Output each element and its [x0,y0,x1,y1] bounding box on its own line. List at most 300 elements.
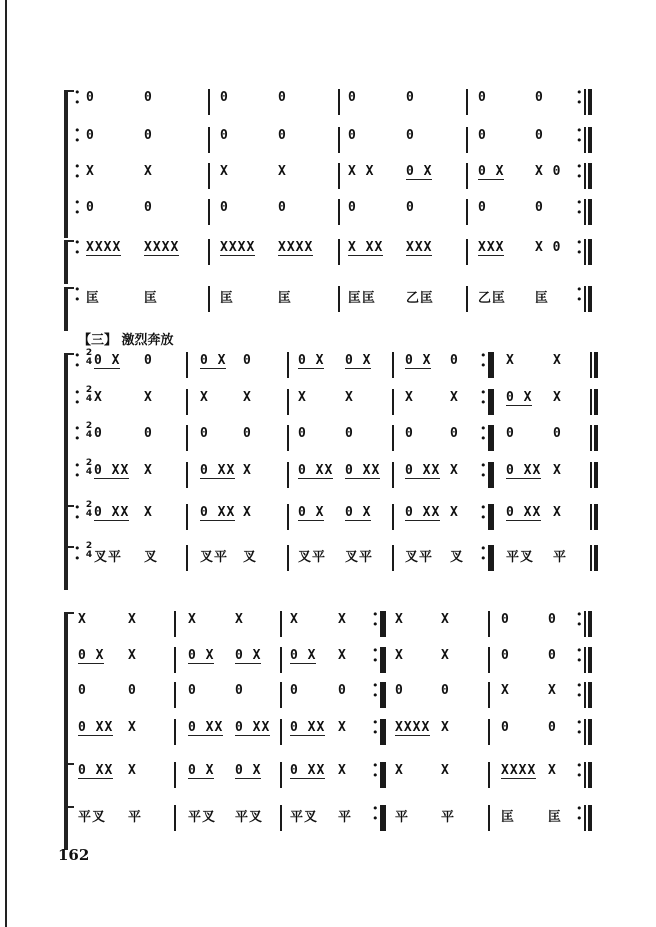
barline [492,389,494,415]
beat-token: XXXX [501,763,537,778]
final-barline-thin [584,89,586,115]
beat-token: 平叉 [78,810,107,825]
beat-token: 0 [405,426,414,441]
beat-token: 平 [441,810,456,825]
beat-token: 乙匡 [478,291,507,306]
beat-token: 0 X [406,164,433,179]
beat-token: 0 X [200,353,227,368]
beat-token: XXX [478,240,505,255]
barline [488,805,490,831]
beat-token: 0 X [345,353,372,368]
beat-token: 匡匡 [348,291,377,306]
beat-token: 0 X [298,353,325,368]
final-barline-thin [590,462,592,488]
beat-token: 0 XX [298,463,334,478]
beat-token: X [441,612,450,627]
beat-token: 0 XX [290,720,326,735]
beat-token: X [235,612,244,627]
staff-row [0,277,656,306]
barline [492,504,494,530]
barline [384,647,386,673]
final-barline-thin [590,389,592,415]
beat-token: 0 X [298,505,325,520]
final-barline-thick [588,199,592,225]
staff-row [0,80,656,104]
final-barline-thin [590,425,592,451]
barline [466,199,468,225]
final-barline-thick [594,545,598,571]
barline [280,719,282,745]
beat-token: 0 [553,426,562,441]
barline [384,805,386,831]
beat-token: 叉 [144,550,159,565]
beat-token: 0 [278,128,287,143]
beat-token: 0 [298,426,307,441]
beat-token: X [298,390,307,405]
beat-token: 0 [406,90,415,105]
beat-token: X [86,164,95,179]
barline [338,199,340,225]
beat-token: 0 [290,683,299,698]
barline [488,682,490,708]
beat-token: 0 XX [405,463,441,478]
beat-token: 平叉 [235,810,264,825]
barline [287,462,289,488]
beat-token: 0 [406,200,415,215]
beat-token: 0 XX [200,463,236,478]
beat-token: X [395,612,404,627]
beat-token: 0 [501,648,510,663]
beat-token: 0 [501,612,510,627]
beat-token: 0 [220,90,229,105]
beat-token: X [338,763,347,778]
beat-token: 平叉 [506,550,535,565]
beat-token: X 0 [535,240,562,255]
beat-token: 0 [128,683,137,698]
beat-token: 0 X [506,390,533,405]
staff-row [0,230,656,254]
beat-token: 匡 [535,291,550,306]
beat-token: 0 X [235,648,262,663]
repeat-barline [488,545,492,571]
staff-row [0,710,656,734]
beat-token: 0 [144,353,153,368]
section-title: 【三】 激烈奔放 [78,333,174,348]
barline [174,647,176,673]
beat-token: 0 [548,612,557,627]
beat-token: 匡 [278,291,293,306]
barline [186,545,188,571]
barline [208,199,210,225]
barline [384,762,386,788]
final-barline-thin [584,762,586,788]
time-signature: 2 4 [85,421,93,440]
beat-token: X [345,390,354,405]
beat-token: X [450,505,459,520]
barline [174,805,176,831]
beat-token: 0 [478,200,487,215]
barline [466,163,468,189]
beat-token: 0 XX [345,463,381,478]
beat-token: 平叉 [290,810,319,825]
barline [338,89,340,115]
beat-token: 叉平 [94,550,123,565]
beat-token: 0 [478,90,487,105]
beat-token: X [278,164,287,179]
beat-token: X [553,463,562,478]
staff-row [0,753,656,777]
barline [488,762,490,788]
beat-token: 匡 [501,810,516,825]
final-barline-thick [588,647,592,673]
barline [466,286,468,312]
staff-row [0,796,656,825]
beat-token: XXXX [395,720,431,735]
repeat-barline [380,682,384,708]
beat-token: 0 [501,720,510,735]
barline [208,127,210,153]
beat-token: 0 [144,90,153,105]
barline [174,682,176,708]
barline [280,682,282,708]
barline [384,682,386,708]
barline [488,611,490,637]
repeat-barline [488,425,492,451]
barline [392,462,394,488]
beat-token: X [395,763,404,778]
barline [280,647,282,673]
beat-token: 乙匡 [406,291,435,306]
barline [287,504,289,530]
final-barline-thick [588,611,592,637]
beat-token: 0 [348,90,357,105]
barline [492,425,494,451]
beat-token: 0 X [478,164,505,179]
barline [488,719,490,745]
barline [392,545,394,571]
barline [466,89,468,115]
final-barline-thin [584,805,586,831]
final-barline-thick [588,89,592,115]
final-barline-thin [584,682,586,708]
final-barline-thick [594,389,598,415]
staff-row [0,453,656,477]
beat-token: 平 [338,810,353,825]
repeat-barline [380,805,384,831]
staff-row [0,380,656,404]
beat-token: X [243,463,252,478]
beat-token: 0 [278,200,287,215]
beat-token: 0 [78,683,87,698]
beat-token: 0 XX [94,463,130,478]
beat-token: 0 [94,426,103,441]
barline [280,762,282,788]
beat-token: 0 X [290,648,317,663]
beat-token: 0 XX [405,505,441,520]
beat-token: X [338,720,347,735]
beat-token: 0 [345,426,354,441]
repeat-barline [380,762,384,788]
barline [287,545,289,571]
beat-token: X [128,612,137,627]
beat-token: 0 XX [506,463,542,478]
beat-token: 0 [235,683,244,698]
barline [392,352,394,378]
barline [208,239,210,265]
beat-token: X [405,390,414,405]
barline [338,127,340,153]
beat-token: XXX [406,240,433,255]
staff-row [0,416,656,440]
beat-token: X [506,353,515,368]
barline [287,425,289,451]
beat-token: 0 [348,128,357,143]
barline [186,352,188,378]
final-barline-thin [584,611,586,637]
beat-token: 0 [243,353,252,368]
beat-token: 0 [188,683,197,698]
barline [384,719,386,745]
beat-token: 0 [395,683,404,698]
beat-token: 0 [548,648,557,663]
beat-token: 0 [278,90,287,105]
barline [208,163,210,189]
final-barline-thick [594,462,598,488]
barline [186,504,188,530]
repeat-barline [488,504,492,530]
beat-token: 0 X [188,763,215,778]
staff-row [0,118,656,142]
staff-row [0,495,656,519]
repeat-barline [380,647,384,673]
beat-token: X [441,648,450,663]
final-barline-thick [594,352,598,378]
page-number: 162 [58,846,90,864]
final-barline-thin [584,239,586,265]
final-barline-thick [588,682,592,708]
staff-row [0,190,656,214]
beat-token: 0 [220,200,229,215]
beat-token: 匡 [144,291,159,306]
time-signature: 2 4 [85,385,93,404]
beat-token: 0 [450,426,459,441]
staff-row [0,536,656,565]
beat-token: X XX [348,240,384,255]
beat-token: 叉平 [298,550,327,565]
beat-token: 平叉 [188,810,217,825]
beat-token: 0 [200,426,209,441]
beat-token: X [78,612,87,627]
repeat-barline [488,462,492,488]
beat-token: XXXX [144,240,180,255]
final-barline-thin [584,199,586,225]
barline [492,352,494,378]
beat-token: X [450,463,459,478]
beat-token: 0 X [188,648,215,663]
beat-token: 平 [128,810,143,825]
barline [174,762,176,788]
final-barline-thick [588,762,592,788]
beat-token: 0 XX [235,720,271,735]
beat-token: X [553,505,562,520]
barline [392,504,394,530]
barline [384,611,386,637]
repeat-barline [380,719,384,745]
staff-row [0,154,656,178]
barline [174,611,176,637]
beat-token: X [450,390,459,405]
barline [338,286,340,312]
barline [186,425,188,451]
beat-token: 平 [553,550,568,565]
beat-token: 0 XX [506,505,542,520]
barline [280,805,282,831]
beat-token: 叉 [243,550,258,565]
beat-token: 0 [441,683,450,698]
beat-token: X [144,390,153,405]
beat-token: 0 [144,200,153,215]
beat-token: X X [348,164,375,179]
final-barline-thick [588,239,592,265]
barline [287,352,289,378]
beat-token: 0 XX [188,720,224,735]
barline [338,239,340,265]
barline [338,163,340,189]
beat-token: 叉 [450,550,465,565]
beat-token: X [553,390,562,405]
final-barline-thick [588,719,592,745]
barline [392,389,394,415]
beat-token: 0 [478,128,487,143]
barline [466,127,468,153]
beat-token: 0 X [235,763,262,778]
final-barline-thin [590,352,592,378]
beat-token: 0 [243,426,252,441]
beat-token: X [128,720,137,735]
repeat-barline [488,389,492,415]
beat-token: 0 [144,128,153,143]
beat-token: 0 [535,90,544,105]
beat-token: X [128,648,137,663]
beat-token: 0 [548,720,557,735]
final-barline-thin [590,545,592,571]
final-barline-thick [588,127,592,153]
barline [287,389,289,415]
beat-token: X 0 [535,164,562,179]
final-barline-thick [594,425,598,451]
beat-token: 0 X [345,505,372,520]
barline [186,389,188,415]
beat-token: X [94,390,103,405]
beat-token: X [243,390,252,405]
beat-token: 0 [506,426,515,441]
beat-token: 匡 [86,291,101,306]
beat-token: 匡 [220,291,235,306]
final-barline-thin [590,504,592,530]
beat-token: X [144,463,153,478]
beat-token: 0 [86,128,95,143]
beat-token: X [220,164,229,179]
beat-token: X [501,683,510,698]
beat-token: 0 [450,353,459,368]
beat-token: 0 [144,426,153,441]
beat-token: X [338,612,347,627]
beat-token: 叉平 [405,550,434,565]
beat-token: X [548,763,557,778]
beat-token: 叉平 [345,550,374,565]
staff-row [0,602,656,626]
beat-token: X [144,505,153,520]
beat-token: 0 [86,200,95,215]
beat-token: 0 [220,128,229,143]
beat-token: X [395,648,404,663]
barline [208,286,210,312]
beat-token: X [290,612,299,627]
final-barline-thin [584,647,586,673]
beat-token: 0 [86,90,95,105]
beat-token: X [144,164,153,179]
beat-token: 0 [535,200,544,215]
staff-row [0,673,656,697]
barline [466,239,468,265]
beat-token: 0 XX [200,505,236,520]
final-barline-thin [584,719,586,745]
beat-token: 0 XX [290,763,326,778]
barline [280,611,282,637]
barline [392,425,394,451]
staff-row [0,638,656,662]
beat-token: 0 XX [78,720,114,735]
barline [492,462,494,488]
beat-token: X [200,390,209,405]
beat-token: 0 X [78,648,105,663]
barline [488,647,490,673]
repeat-barline [380,611,384,637]
beat-token: X [553,353,562,368]
beat-token: 匡 [548,810,563,825]
barline [492,545,494,571]
beat-token: 0 XX [78,763,114,778]
beat-token: XXXX [86,240,122,255]
beat-token: X [188,612,197,627]
time-signature: 2 4 [85,500,93,519]
time-signature: 2 4 [85,348,93,367]
repeat-barline [488,352,492,378]
barline [208,89,210,115]
beat-token: X [243,505,252,520]
beat-token: 0 X [405,353,432,368]
final-barline-thin [584,127,586,153]
beat-token: XXXX [278,240,314,255]
beat-token: 平 [395,810,410,825]
beat-token: 0 [338,683,347,698]
final-barline-thin [584,286,586,312]
beat-token: 0 [535,128,544,143]
final-barline-thin [584,163,586,189]
beat-token: X [338,648,347,663]
beat-token: 叉平 [200,550,229,565]
beat-token: 0 XX [94,505,130,520]
beat-token: X [441,763,450,778]
final-barline-thick [594,504,598,530]
beat-token: 0 X [94,353,121,368]
time-signature: 2 4 [85,541,93,560]
beat-token: X [441,720,450,735]
barline [174,719,176,745]
beat-token: 0 [406,128,415,143]
final-barline-thick [588,163,592,189]
barline [186,462,188,488]
